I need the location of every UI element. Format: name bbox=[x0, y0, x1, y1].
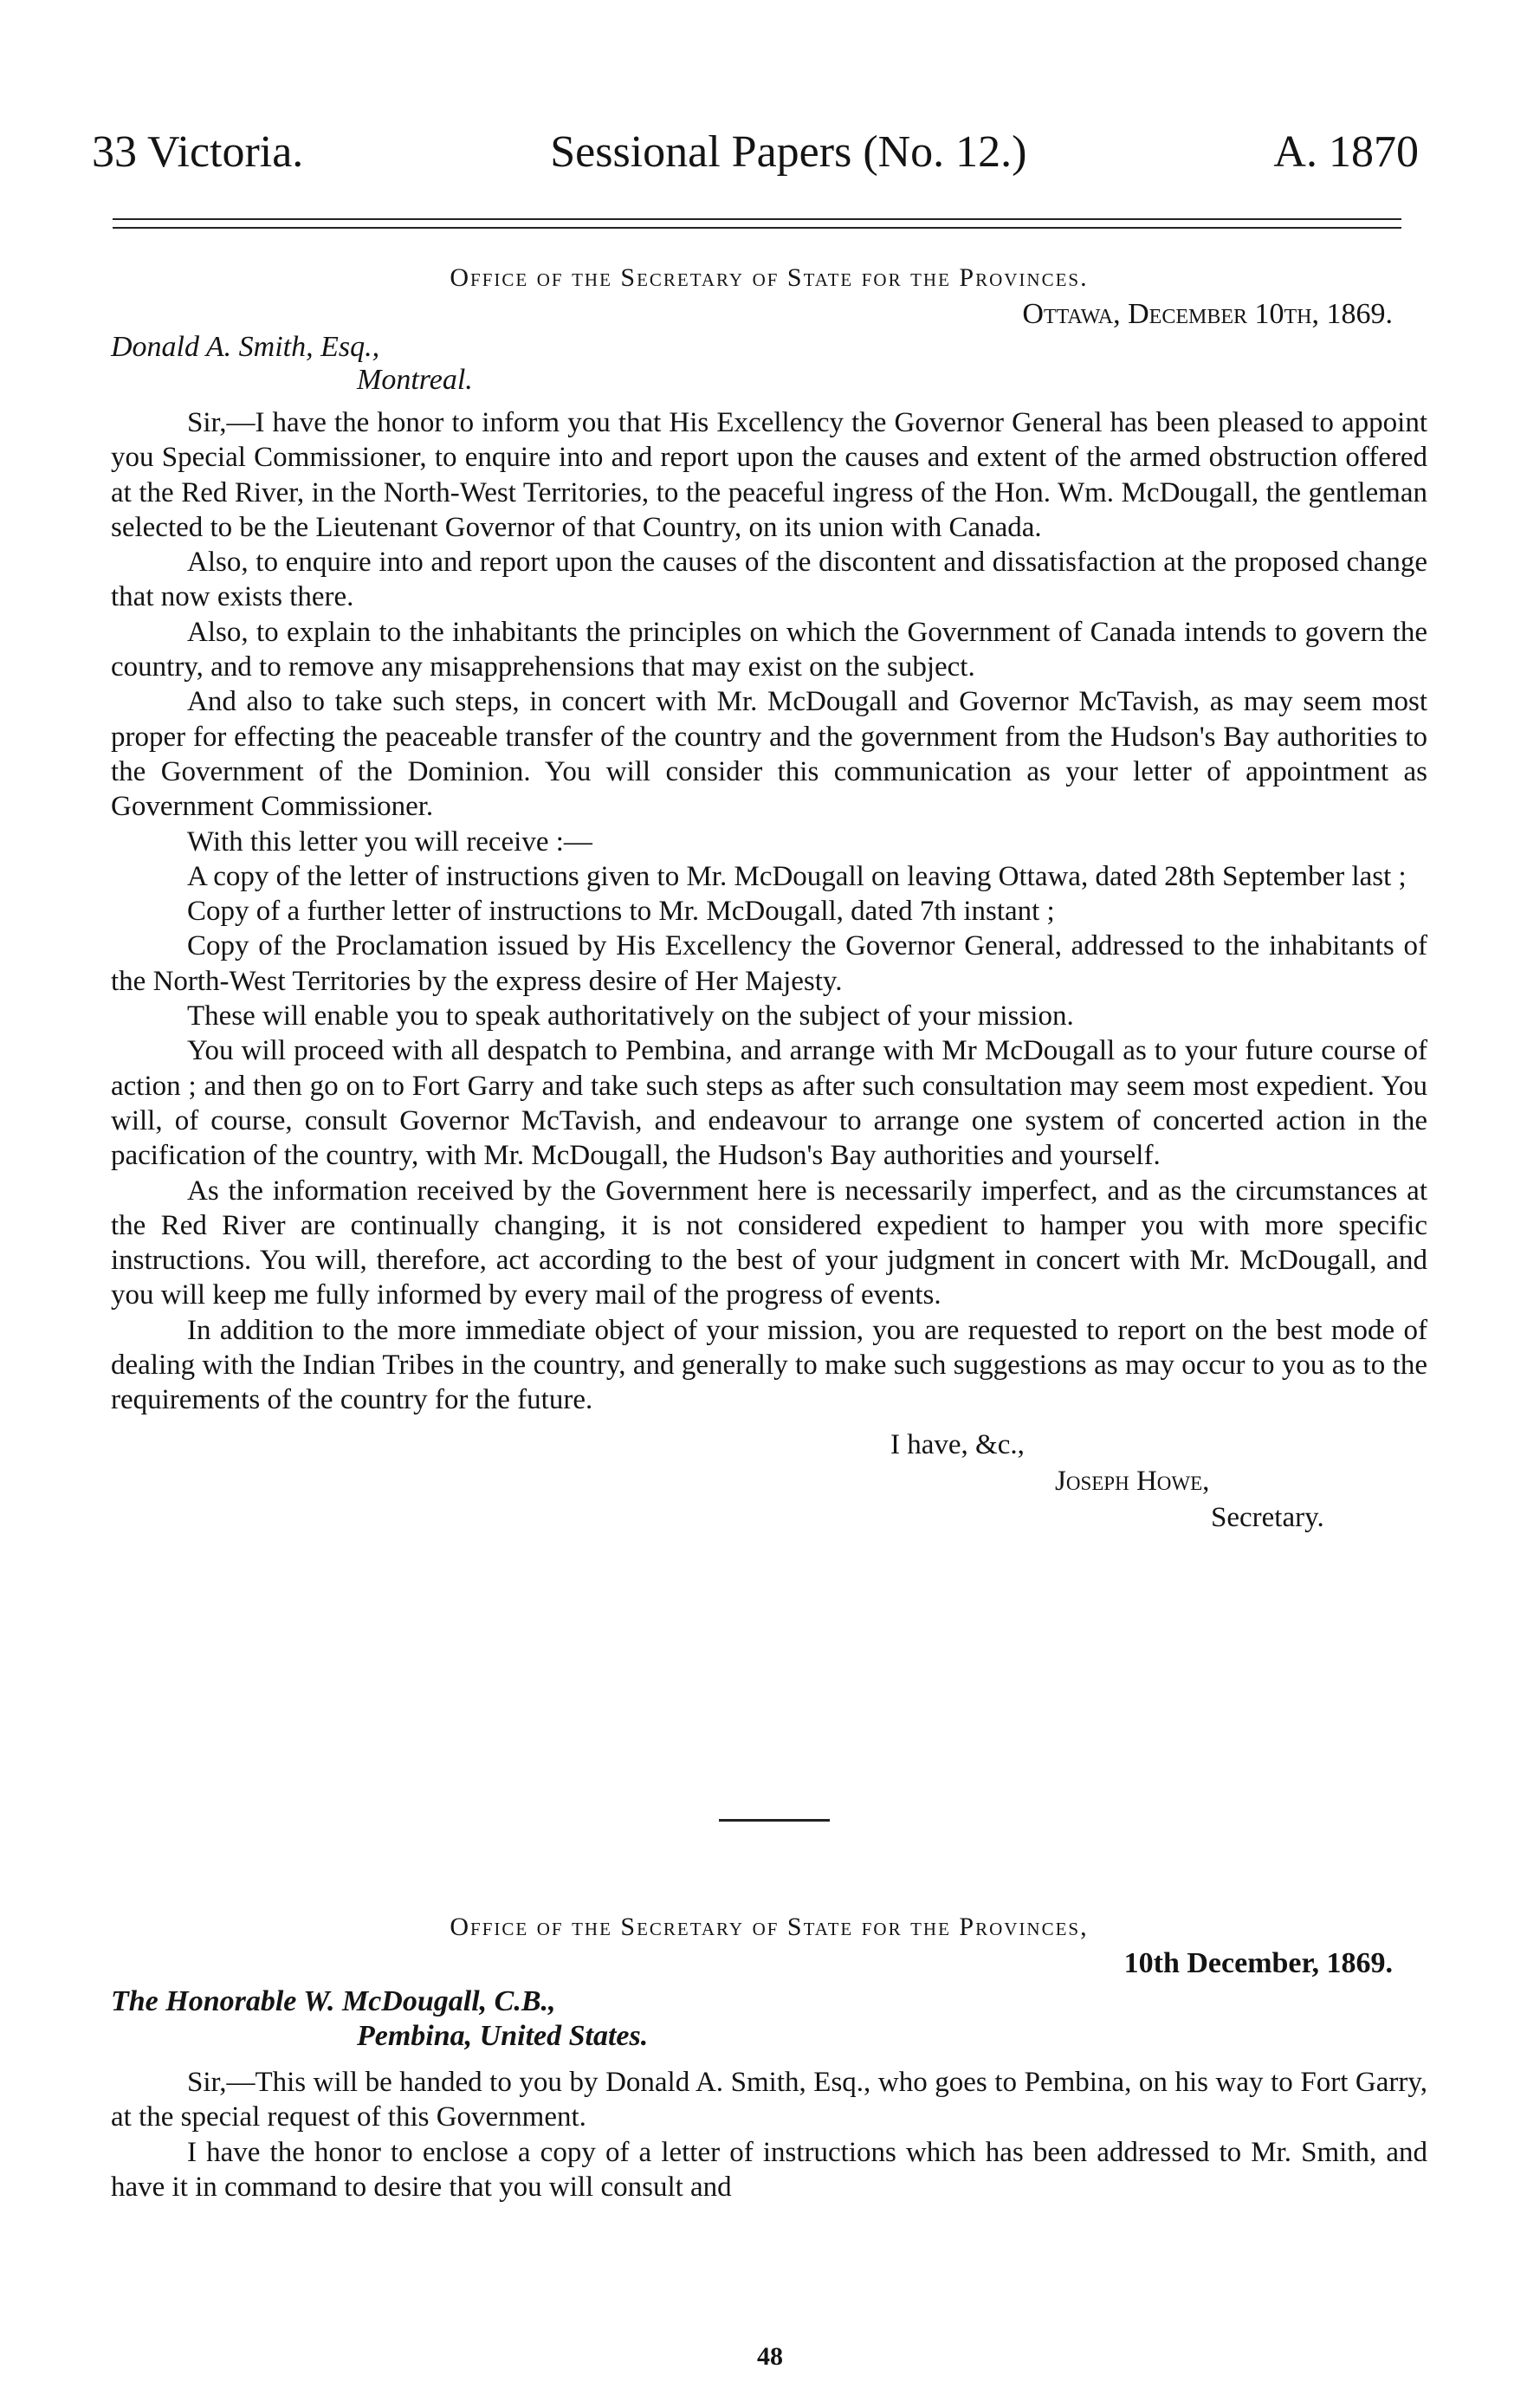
paragraph: I have the honor to enclose a copy of a letter of instructions which has been addressed to Mr. Smith, and have it in command to desire that you will consult and bbox=[111, 2136, 1427, 2203]
office-heading: Office of the Secretary of State for the Provinces. bbox=[450, 263, 1089, 292]
paragraph: You will proceed with all despatch to Pembina, and arrange with Mr McDougall as to your future course of action ; and then go on to Fort Garry and take such steps as after such consultation may seem most expedient. You will, of course, consult Governor McTavish, and endeavour to arrange one system of concerted action in the pacification of the country, with Mr. McDougall, the Hudson's Bay authorities and yourself. bbox=[111, 1035, 1427, 1172]
letter-body bbox=[111, 405, 1427, 1418]
signatory-name: Joseph Howe, bbox=[1055, 1465, 1210, 1497]
paragraph: Sir,—This will be handed to you by Donald A. Smith, Esq., who goes to Pembina, on his way to Fort Garry, at the special request of this Government. bbox=[111, 2067, 1427, 2133]
letter-to-mcdougall bbox=[111, 1913, 1427, 2204]
addressee-place: Pembina, United States. bbox=[357, 2020, 649, 2052]
letter-divider bbox=[719, 1819, 830, 1822]
paragraph: Copy of the Proclamation issued by His Excellency the Governor General, addressed to the inhabitants of the North-West Territories by the express desire of Her Majesty. bbox=[111, 930, 1427, 997]
paragraph: Sir,—I have the honor to inform you that His Excellency the Governor General has been pleased to appoint you Special Commissioner, to enquire into and report upon the causes and extent of the armed obstruction offered at the Red River, in the North-West Territories, to the peaceful ingress of the Hon. Wm. McDougall, the gentleman selected to be the Lieutenant Governor of that Country, on its union with Canada. bbox=[111, 407, 1427, 543]
page-number: 48 bbox=[757, 2342, 783, 2371]
header-session: 33 Victoria. bbox=[92, 127, 304, 177]
paragraph: Also, to enquire into and report upon the causes of the discontent and dissatisfaction at the proposed change that now exists there. bbox=[111, 547, 1427, 613]
dateline: Ottawa, December 10th, 1869. bbox=[1022, 298, 1393, 330]
paragraph: And also to take such steps, in concert with Mr. McDougall and Governor McTavish, as may seem most proper for effecting the peaceable transfer of the country and the government from the Hudson's Bay authorities to the Government of the Dominion. You will consider this communication as your letter of appointment as Government Commissioner. bbox=[111, 686, 1427, 823]
running-header bbox=[92, 127, 1419, 177]
addressee-place: Montreal. bbox=[357, 364, 473, 396]
paragraph: Also, to explain to the inhabitants the principles on which the Government of Canada intends to govern the country, and to remove any misapprehensions that may exist on the subject. bbox=[111, 616, 1427, 683]
paragraph: A copy of the letter of instructions given to Mr. McDougall on leaving Ottawa, dated 28th September last ; bbox=[187, 860, 1407, 892]
header-rule-secondary bbox=[113, 227, 1401, 229]
letter-to-smith bbox=[111, 263, 1427, 1536]
header-year: A. 1870 bbox=[1273, 127, 1419, 177]
letter-body bbox=[111, 2065, 1427, 2204]
signatory-title: Secretary. bbox=[1211, 1501, 1324, 1533]
paragraph: As the information received by the Government here is necessarily imperfect, and as the circumstances at the Red River are continually changing, it is not considered expedient to hamper you with more specific instructions. You will, therefore, act according to the best of your judgment in concert with Mr. McDougall, and you will keep me fully informed by every mail of the progress of events. bbox=[111, 1175, 1427, 1311]
paragraph: With this letter you will receive :— bbox=[187, 825, 592, 858]
header-title: Sessional Papers (No. 12.) bbox=[550, 127, 1027, 177]
signature-block bbox=[111, 1427, 1427, 1536]
dateline: 10th December, 1869. bbox=[1123, 1947, 1393, 1979]
paragraph: Copy of a further letter of instructions to Mr. McDougall, dated 7th instant ; bbox=[187, 896, 1055, 928]
closing-phrase: I have, &c., bbox=[890, 1428, 1025, 1460]
addressee-name: Donald A. Smith, Esq., bbox=[111, 331, 380, 363]
paragraph: These will enable you to speak authoritatively on the subject of your mission. bbox=[187, 1000, 1074, 1032]
paragraph: In addition to the more immediate object of your mission, you are requested to report on the best mode of dealing with the Indian Tribes in the country, and generally to make such suggestions as may occur to you as to the requirements of the country for the future. bbox=[111, 1314, 1427, 1416]
office-heading: Office of the Secretary of State for the Provinces, bbox=[450, 1913, 1089, 1941]
header-rule bbox=[113, 218, 1401, 220]
addressee-name: The Honorable W. McDougall, C.B., bbox=[111, 1985, 556, 2017]
